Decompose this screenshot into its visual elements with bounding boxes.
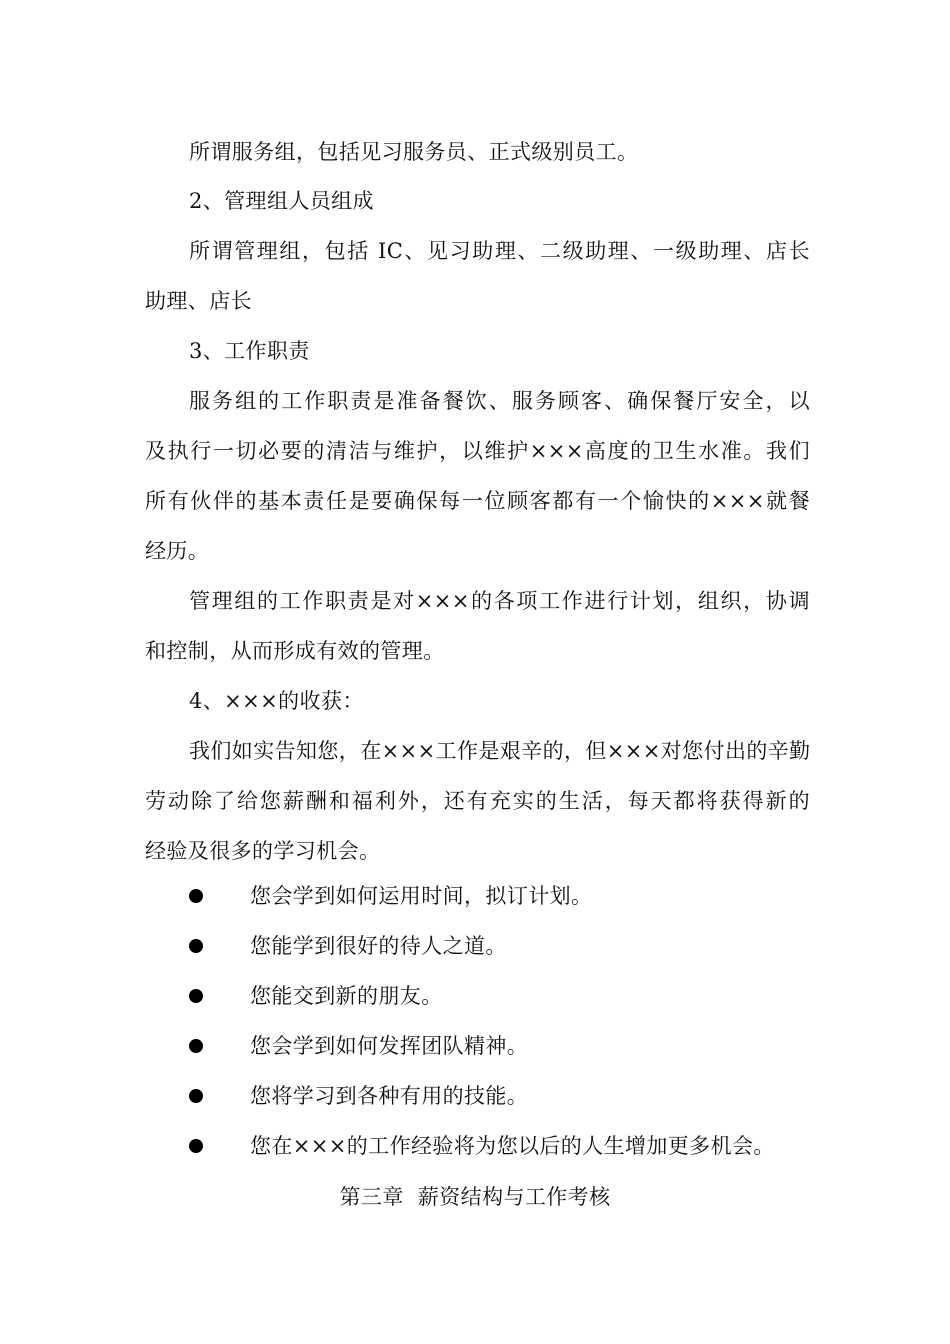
paragraph-management-line-2: 助理、店长 <box>145 289 252 313</box>
paragraph-management-duties-line-1: 管理组的工作职责是对×××的各项工作进行计划，组织，协调 <box>189 589 810 613</box>
paragraph-management-line-1: 所谓管理组，包括 IC、见习助理、二级助理、一级助理、店长 <box>189 239 810 263</box>
paragraph-benefits-line-3: 经验及很多的学习机会。 <box>145 839 381 863</box>
bullet-icon <box>189 989 203 1003</box>
chapter-title: 第三章 薪资结构与工作考核 <box>339 1185 611 1209</box>
paragraph-duties-line-1: 服务组的工作职责是准备餐饮、服务顾客、确保餐厅安全，以 <box>189 389 810 413</box>
paragraph-benefits-line-2: 劳动除了给您薪酬和福利外，还有充实的生活，每天都将获得新的 <box>145 789 810 813</box>
paragraph-duties-line-2: 及执行一切必要的清洁与维护，以维护×××高度的卫生水准。我们 <box>145 439 810 463</box>
paragraph-benefits-line-1: 我们如实告知您，在×××工作是艰辛的，但×××对您付出的辛勤 <box>189 739 811 763</box>
paragraph-duties-line-3: 所有伙伴的基本责任是要确保每一位顾客都有一个愉快的×××就餐 <box>145 489 810 513</box>
list-item-text: 您会学到如何发挥团队精神。 <box>250 1034 529 1058</box>
bullet-icon <box>189 889 203 903</box>
bullet-icon <box>189 1039 203 1053</box>
heading-benefits: 4、×××的收获： <box>189 689 364 713</box>
paragraph-duties-line-4: 经历。 <box>145 539 210 563</box>
list-item-text: 您能交到新的朋友。 <box>250 984 443 1008</box>
list-item-text: 您能学到很好的待人之道。 <box>250 934 507 958</box>
heading-management-group: 2、管理组人员组成 <box>189 189 374 213</box>
bullet-icon <box>189 1089 203 1103</box>
list-item-text: 您在×××的工作经验将为您以后的人生增加更多机会。 <box>250 1134 775 1158</box>
heading-job-duties: 3、工作职责 <box>189 339 310 363</box>
paragraph-service-group: 所谓服务组，包括见习服务员、正式级别员工。 <box>189 140 639 164</box>
paragraph-management-duties-line-2: 和控制，从而形成有效的管理。 <box>145 639 445 663</box>
list-item-text: 您会学到如何运用时间，拟订计划。 <box>250 884 593 908</box>
bullet-icon <box>189 1139 203 1153</box>
bullet-icon <box>189 939 203 953</box>
list-item-text: 您将学习到各种有用的技能。 <box>250 1084 529 1108</box>
